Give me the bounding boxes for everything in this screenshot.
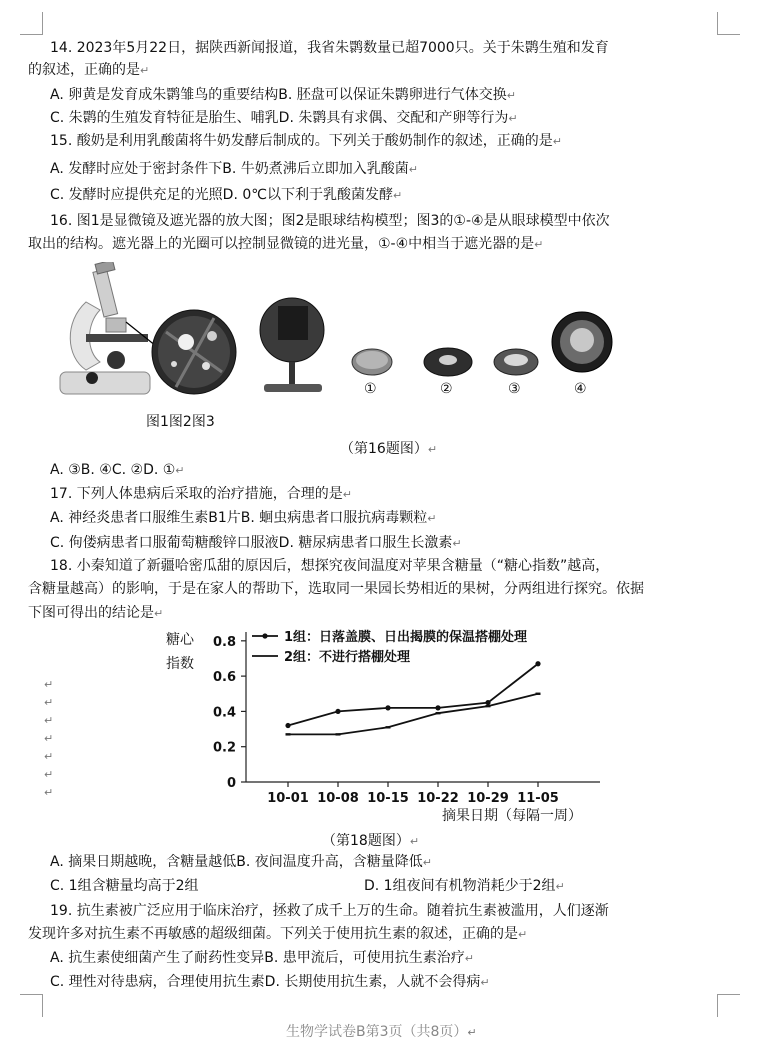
y-ticks [213, 635, 246, 791]
sugar-index-chart [160, 624, 620, 829]
series-2-point [386, 726, 391, 728]
series-2-point [286, 733, 291, 735]
corner-mark-top-right [717, 12, 740, 35]
chart-legend [252, 629, 528, 665]
series-line-1 [288, 664, 538, 726]
q15-options-cd: C. 发酵时应提供充足的光照D. 0℃以下利于乳酸菌发酵↵ [50, 187, 403, 203]
q15-stem: 15. 酸奶是利用乳酸菌将牛奶发酵后制成的。下列关于酸奶制作的叙述，正确的是↵ [50, 133, 562, 149]
x-tick-label: 10-01 [267, 791, 309, 806]
series-1-point [485, 700, 490, 705]
q16-caption: （第16题图）↵ [340, 441, 438, 457]
series-1-point [435, 705, 440, 710]
q16-options: A. ③B. ④C. ②D. ①↵ [50, 462, 185, 478]
q16-marker-4: ④ [574, 381, 587, 397]
series-2-point [486, 705, 491, 707]
q14-stem-line1: 14. 2023年5月22日，据陕西新闻报道，我省朱鹮数量已超7000只。关于朱鹮生殖和发育 [50, 40, 609, 56]
corner-mark-bottom-left [20, 994, 43, 1017]
q18-option-d: D. 1组夜间有机物消耗少于2组↵ [364, 878, 565, 894]
q16-stem-line2: 取出的结构。遮光器上的光圈可以控制显微镜的进光量，①-④中相当于遮光器的是↵ [28, 236, 544, 252]
q17-stem: 17. 下列人体患病后采取的治疗措施，合理的是↵ [50, 486, 352, 502]
y-axis-label-line2: 指数 [166, 656, 194, 672]
corner-mark-bottom-right [717, 994, 740, 1017]
y-tick-label: 0.4 [212, 705, 236, 721]
series-1-point [385, 705, 390, 710]
chart-series [285, 661, 540, 735]
y-tick-label: 0.8 [212, 634, 236, 650]
q16-marker-1: ① [364, 381, 377, 397]
x-tick-label: 10-15 [367, 791, 409, 806]
x-tick-label: 10-29 [467, 791, 509, 806]
diaphragm-illustration [152, 310, 236, 394]
x-tick-label: 10-08 [317, 791, 359, 806]
q18-stem-line3: 下图可得出的结论是↵ [28, 605, 164, 621]
q16-marker-2: ② [440, 381, 453, 397]
q14-stem-line2: 的叙述，正确的是↵ [28, 62, 150, 78]
x-tick-label: 10-22 [417, 791, 459, 806]
q15-options-ab: A. 发酵时应处于密封条件下B. 牛奶煮沸后立即加入乳酸菌↵ [50, 161, 418, 177]
q16-figure [56, 262, 616, 412]
y-tick-label: 0.2 [212, 740, 236, 756]
q17-options-cd: C. 佝偻病患者口服葡萄糖酸锌口服液D. 糖尿病患者口服生长激素↵ [50, 535, 462, 551]
page-footer: 生物学试卷B第3页（共8页）↵ [286, 1024, 477, 1040]
y-tick-label: 0.6 [212, 670, 236, 686]
q18-stem-line1: 18. 小秦知道了新疆哈密瓜甜的原因后，想探究夜间温度对苹果含糖量（“糖心指数”越高， [50, 558, 610, 574]
q18-caption: （第18题图）↵ [322, 833, 420, 849]
q19-options-ab: A. 抗生素使细菌产生了耐药性变异B. 患甲流后，可使用抗生素治疗↵ [50, 950, 474, 966]
series-2-point [536, 693, 541, 695]
legend-label-1: 1组：日落盖膜、日出揭膜的保温搭棚处理 [284, 630, 528, 645]
x-axis-label: 摘果日期（每隔一周） [442, 808, 582, 824]
q16-stem-line1: 16. 图1是显微镜及遮光器的放大图；图2是眼球结构模型；图3的①-④是从眼球模型中依次 [50, 213, 610, 229]
q14-options-cd: C. 朱鹮的生殖发育特征是胎生、哺乳D. 朱鹮具有求偶、交配和产卵等行为↵ [50, 110, 518, 126]
q18-option-c: C. 1组含糖量均高于2组 [50, 878, 199, 894]
q18-options-ab: A. 摘果日期越晚，含糖量越低B. 夜间温度升高，含糖量降低↵ [50, 854, 432, 870]
eye-model-illustration [260, 298, 324, 392]
q19-stem-line2: 发现许多对抗生素不再敏感的超级细菌。下列关于使用抗生素的叙述，正确的是↵ [28, 926, 528, 942]
y-tick-label: 0 [226, 776, 236, 791]
q19-stem-line1: 19. 抗生素被广泛应用于临床治疗，拯救了成千上万的生命。随着抗生素被滥用，人们逐渐 [50, 903, 609, 919]
q19-options-cd: C. 理性对待患病，合理使用抗生素D. 长期使用抗生素，人就不会得病↵ [50, 974, 490, 990]
series-2-point [336, 733, 341, 735]
x-ticks [267, 782, 559, 806]
y-axis-label-line1: 糖心 [166, 632, 194, 648]
q16-marker-3: ③ [508, 381, 521, 397]
q18-stem-line2: 含糖量越高）的影响，于是在家人的帮助下，选取同一果园长势相近的果树，分两组进行探究。依据 [28, 581, 644, 597]
legend-label-2: 2组：不进行搭棚处理 [284, 650, 411, 665]
corner-mark-top-left [20, 12, 43, 35]
q14-options-ab: A. 卵黄是发育成朱鹮雏鸟的重要结构B. 胚盘可以保证朱鹮卵进行气体交换↵ [50, 87, 516, 103]
q16-figure-labels: 图1图2图3 [146, 414, 215, 430]
series-2-point [436, 712, 441, 714]
legend-marker-1 [262, 633, 267, 638]
q17-options-ab: A. 神经炎患者口服维生素B1片B. 蛔虫病患者口服抗病毒颗粒↵ [50, 510, 437, 526]
eye-structures-illustration [352, 312, 612, 376]
microscope-illustration [60, 262, 161, 394]
series-1-point [535, 661, 540, 666]
series-1-point [335, 709, 340, 714]
x-tick-label: 11-05 [517, 791, 559, 806]
series-1-point [285, 723, 290, 728]
